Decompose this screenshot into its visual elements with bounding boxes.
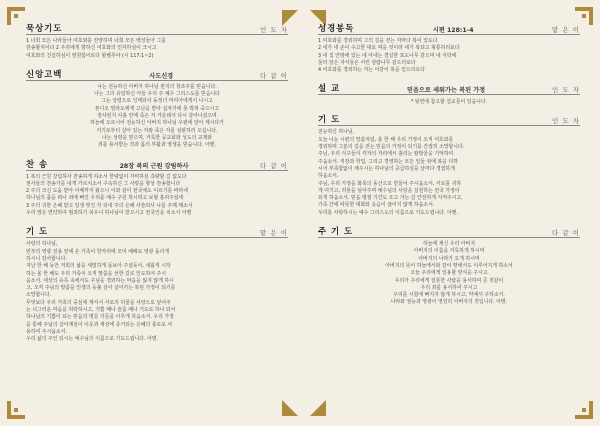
section-leader: 맡 은 이: [260, 229, 288, 238]
text-line: 게 여기고, 허물을 덮어주며 예수님의 사랑을 실천하는 천국 가정이: [318, 187, 460, 194]
text-line: 가족 간에 따뜻한 대화와 웃음이 끊이지 않게 하옵소서.: [318, 202, 435, 209]
section-header: [318, 80, 580, 95]
section-header: [26, 223, 288, 238]
text-line: 주님, 우리 가정을 화목의 동산으로 만들어 주시옵소서. 서로를 귀하: [318, 180, 462, 187]
section-body: [318, 241, 580, 307]
section-body: [318, 129, 580, 217]
creed-section: [26, 66, 288, 150]
text-line: 우리 맘은 연약하여 범죄하기 쉬우니 하나님이 받으시고 천국인을 치소서 아멘: [26, 210, 192, 217]
text-line: 우리 삶의 주인 되시는 예수님의 이름으로 기도드립니다. 아멘.: [26, 336, 159, 343]
text-line: 주옵소서. 직장과 학업, 그리고 경영하는 모든 일들 위에 복을 더하: [318, 158, 458, 165]
lords-prayer-section: [318, 223, 580, 307]
text-line: 하는 올 한 해도 우리 가족이 오직 말씀을 선한 길로 인도하여 주시: [26, 270, 166, 277]
triangle-divider-icon: [282, 400, 298, 416]
text-line: 빈부의 영광 전용 앞에 온 가족이 한자리에 모여 예배로 영광 돌리게: [26, 248, 170, 255]
section-leader: 다 같 이: [260, 161, 288, 170]
section-header: [318, 20, 580, 35]
section-subtitle: 사도신경: [149, 72, 174, 80]
section-header: [318, 111, 580, 126]
prayer-section: [26, 223, 288, 343]
text-line: 그는 성령으로 잉태되어 동정녀 마리아에게서 나시고: [101, 98, 213, 105]
section-title: 기 도: [318, 114, 341, 125]
section-title: 주 기 도: [318, 226, 354, 237]
section-leader: 다 같 이: [260, 71, 288, 80]
text-line: 찬송할지어다 2 우리에게 향하신 여호와의 인자하심이 크시고: [26, 45, 157, 52]
text-line: 1 여호와를 경외하며 그의 길을 걷는 자마다 복이 있도다: [318, 38, 438, 44]
text-line: 여호와의 진실하심이 영원함이로다 할렐루야 (시 117:1~2): [26, 52, 154, 59]
text-line: 주님, 우리 식구들이 각자의 자리에서 흘리는 땀방울을 기억하여: [318, 151, 454, 158]
text-line: 나는 전능하신 아버지 하나님 천지의 창조주를 믿습니다.: [97, 83, 217, 90]
right-column: [318, 20, 580, 307]
greek-key-corner-icon: [6, 6, 26, 26]
section-header: [26, 156, 288, 171]
sermon-section: [318, 80, 580, 105]
text-line: 는 너그러운 마음을 허락하시고, 기쁨 때나 슬픔 때나 기도로 하나 되어: [26, 307, 176, 314]
section-body: [26, 84, 288, 150]
section-subtitle: 시편 128:1-4: [432, 27, 474, 34]
section-title: 기 도: [26, 226, 49, 237]
triangle-divider-icon: [310, 400, 326, 416]
section-leader: 인 도 자: [552, 117, 580, 126]
text-line: 죄를 용서받는 것과 몸의 부활과 영생을 믿습니다. 아멘.: [98, 142, 216, 149]
text-line: 아버지의 나라가 오게 하시며: [418, 255, 480, 262]
text-line: 무엇보다 우리 가족의 중심에 계셔서 서로의 허물을 사랑으로 덮어주: [26, 299, 171, 306]
section-body: [26, 38, 288, 60]
text-line: 2 주의 크신 도움 받아 이때까지 왔으니 이와 같이 천국에도 이르기를 바라네: [26, 188, 188, 195]
text-line: 장사된지 사흘 만에 죽은 자 가운데서 다시 살아나셨으며: [97, 113, 217, 120]
sermon-note: * 뒷면에 참고할 설교문이 있습니다.: [410, 99, 488, 106]
text-line: 소망합니다.: [26, 292, 52, 299]
text-line: 천사들의 찬송가를 내게 가르치소서 구속하신 그 사랑을 항상 찬송합니다: [26, 180, 181, 187]
section-body: [318, 38, 580, 74]
text-line: 1 너희 모든 나라들아 여호와를 찬양하며 너희 모든 백성들아 그를: [26, 38, 166, 44]
section-leader: 인 도 자: [260, 26, 288, 34]
text-line: 아버지의 뜻이 하늘에서와 같이 땅에서도 이루어지게 하소서: [385, 262, 513, 269]
text-line: 3 네 집 안방에 있는 네 아내는 결실한 포도나무 같으며 네 식탁에: [318, 52, 457, 59]
section-subtitle: 믿음으로 세워가는 복된 가정: [406, 87, 486, 95]
text-line: 시어 부족함없이 채우시는 하나님의 공급하심을 날마다 경험하게: [318, 165, 455, 172]
text-line: 본디오 빌라도에게 고난을 받아 십자가에 못 박혀 죽으시고: [94, 105, 220, 112]
section-body: [26, 174, 288, 218]
section-subtitle: 28장 복의 근원 강림하사: [119, 162, 189, 170]
left-column: [26, 20, 288, 344]
text-line: 나는 성령을 믿으며, 거룩한 공교회와 성도의 교제와: [101, 134, 213, 141]
text-line: 하늘에 오르시어 전능하신 아버지 하나님 우편에 앉아 계시다가: [90, 120, 224, 127]
text-line: 을 통해 주님의 살아계심이 이웃과 세상에 증거되는 은혜의 통로로 사: [26, 321, 173, 328]
greek-key-corner-icon: [6, 400, 26, 420]
section-header: [318, 223, 580, 238]
text-line: 용하여 주시옵소서.: [26, 328, 67, 335]
text-line: 1 복의 근원 강림하사 찬송하게 하소서 한량없이 자비하심 측량할 길 없도다: [26, 173, 187, 180]
text-line: 우리가 우리에게 잘못한 사람을 용서하여 준 것같이: [394, 277, 504, 284]
section-header: [26, 66, 288, 81]
text-line: 되게 하옵소서. 믿음 명절 기간도 오고 가는 길 안전하게 지켜주시고,: [318, 195, 463, 202]
section-leader: 맡 은 이: [552, 26, 580, 34]
section-title: 설 교: [318, 83, 341, 94]
section-body: [26, 241, 288, 343]
text-line: 옵소서. 세상의 유혹 속에서도 주님을 경외하는 마음을 잃지 않게 하시: [26, 277, 174, 284]
section-title: 성경봉독: [318, 23, 355, 33]
section-leader: 인 도 자: [552, 86, 580, 95]
section-title: 신앙고백: [26, 68, 63, 79]
text-line: 아버지의 이름을 거룩하게 하시며: [413, 248, 485, 255]
text-line: 2 네가 네 손이 수고한 대로 먹을 것이라 네가 복되고 형통하리로다: [318, 45, 460, 52]
scripture-section: [318, 20, 580, 74]
hymn-section: [26, 156, 288, 218]
greek-key-corner-icon: [574, 400, 594, 420]
section-title: 묵상기도: [26, 23, 63, 33]
text-line: 4 여호와를 경외하는 자는 이같이 복을 얻으리로다: [318, 67, 425, 74]
text-line: 하시니 감사합니다.: [26, 255, 67, 262]
text-line: 사랑의 하나님,: [26, 241, 58, 248]
text-line: 고, 오직 주님의 말씀을 인생의 등불 삼아 살아가는 복된 가정이 되기를: [26, 285, 176, 292]
call-to-worship-section: [26, 20, 288, 60]
section-title: 찬 송: [26, 158, 49, 169]
text-line: 둘러 앉은 자식들은 어린 감람나무 같으리로다: [318, 59, 416, 66]
text-line: 지난 한 해 동안 저희의 삶을 세밀하게 돌보아 주셨듯이, 새롭게 시작: [26, 263, 171, 270]
text-line: 하옵소서.: [318, 173, 339, 180]
text-line: 우리 죄를 용서하여 주시고: [420, 284, 478, 291]
text-line: 우리를 시험에 빠지지 않게 하시고, 악에서 구하소서.: [393, 292, 505, 299]
text-line: 3 주의 귀한 은혜 받고 일생 빚진 자 되네 주의 은혜 사슬되사 나를 주께 매소서: [26, 202, 193, 209]
text-line: 나는 그의 유일하신 아들 우리 주 예수 그리스도를 믿습니다: [94, 91, 220, 98]
text-line: 나라와 권능과 영광이 영원히 아버지의 것입니다. 아멘.: [390, 299, 508, 306]
text-line: 거기로부터 살아 있는 자와 죽은 자를 심판하러 오십니다.: [96, 127, 218, 134]
text-line: 우리를 사랑하시는 예수 그리스도의 이름으로 기도드립니다. 아멘.: [318, 209, 458, 216]
text-line: 하나님의 기쁨이 되는 믿음의 명문 가문을 이루게 하옵소서. 우리 가정: [26, 314, 174, 321]
text-line: 오늘 우리에게 일용할 양식을 주시고: [410, 270, 488, 277]
text-line: 경외하며 그분의 길을 걷는 믿음의 가정이 되기를 간절히 소망합니다.: [318, 144, 465, 151]
text-line: 오늘 나눈 시편의 말씀처럼, 올 한 해 우리 가정이 오직 여호와를: [318, 136, 454, 143]
closing-prayer-section: [318, 111, 580, 217]
section-leader: 다 같 이: [552, 229, 580, 238]
text-line: 하나님의 품을 떠나 죄에 빠진 우리를 예수 구원 하시려고 보혈 흘려주셨네: [26, 195, 184, 202]
text-line: 전능하신 하나님,: [318, 129, 355, 136]
text-line: 하늘에 계신 우리 아버지: [423, 241, 475, 248]
section-header: [26, 20, 288, 35]
